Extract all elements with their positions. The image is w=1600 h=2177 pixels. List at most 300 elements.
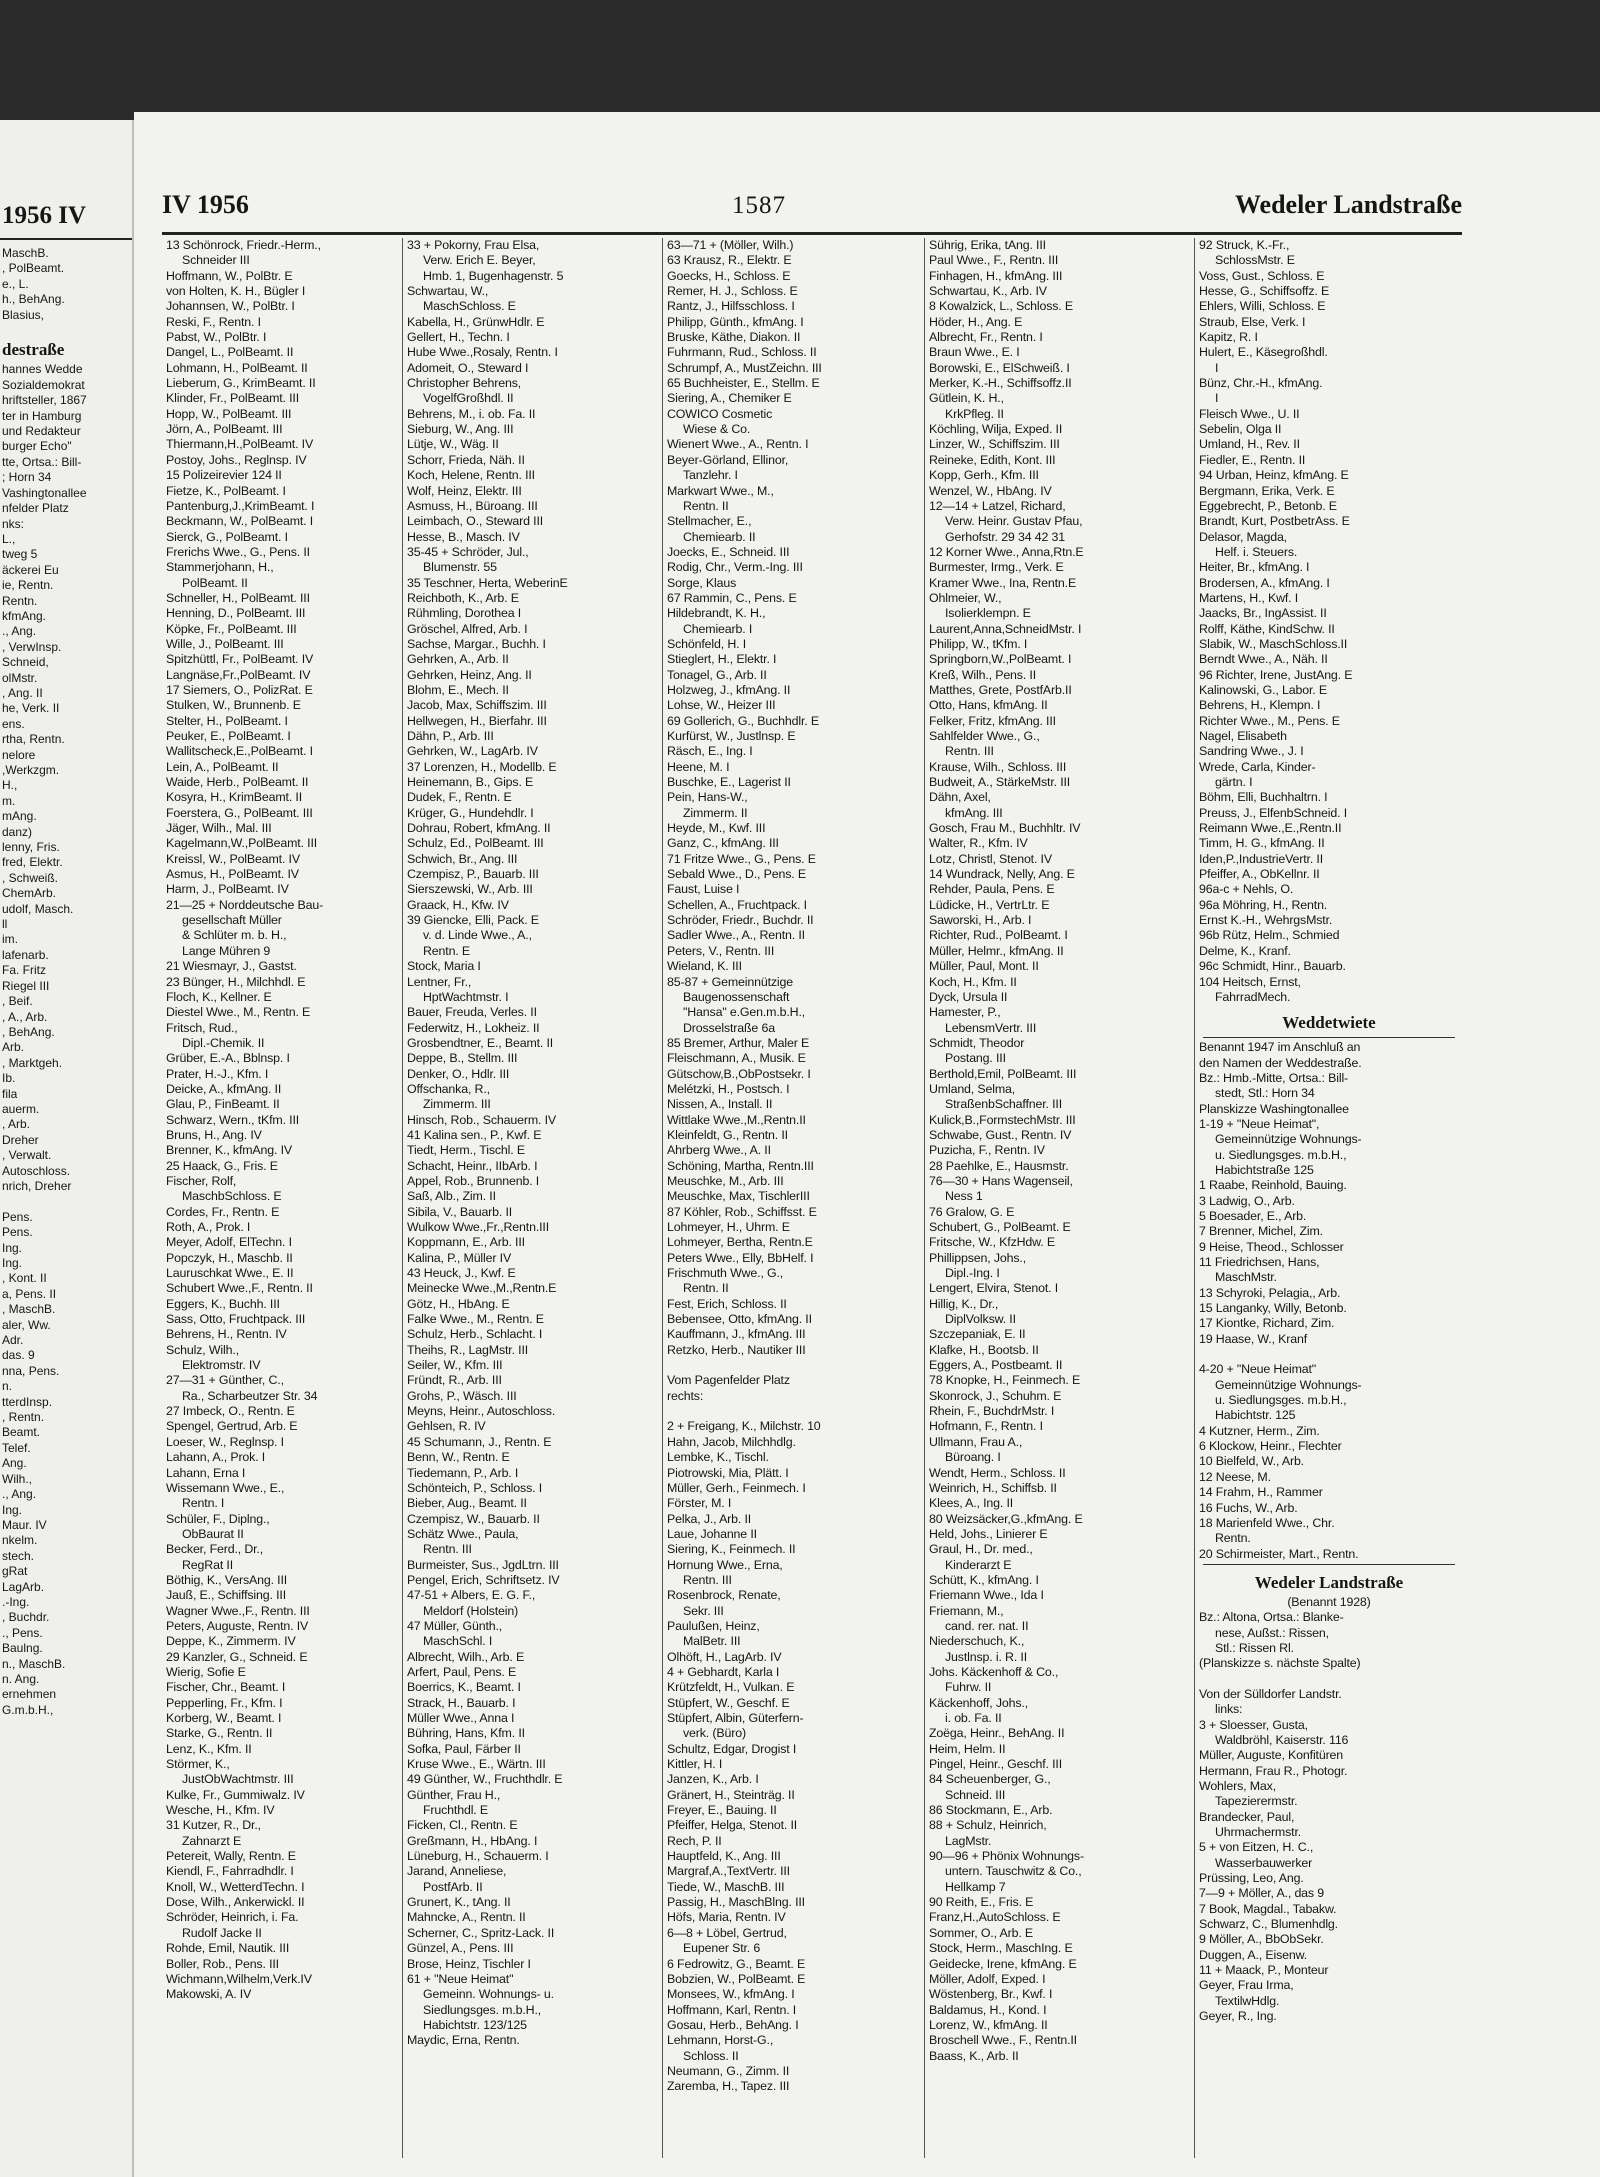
previous-page-line: kfmAng.	[2, 608, 47, 623]
directory-entry-line: Beyer-Görland, Ellinor,	[667, 452, 789, 467]
directory-entry-line: Behrens, H., Klempn. I	[1199, 698, 1321, 713]
previous-page-line: L.,	[2, 531, 16, 546]
directory-entry-line: 29 Kanzler, G., Schneid. E	[166, 1649, 308, 1664]
directory-entry-line: Tonagel, G., Arb. II	[667, 667, 767, 682]
directory-entry-line: Postoy, Johs., Reglnsp. IV	[166, 452, 307, 467]
directory-entry-line: Gränert, H., Steinträg. II	[667, 1787, 795, 1802]
directory-entry-line: Hopp, W., PolBeamt. III	[166, 406, 292, 421]
directory-entry-line: 14 Frahm, H., Rammer	[1199, 1485, 1323, 1500]
directory-entry-line: 23 Bünger, H., Milchhdl. E	[166, 974, 306, 989]
directory-entry-line: Grohs, P., Wäsch. III	[407, 1388, 517, 1403]
directory-entry-line: Deppe, K., Zimmerm. IV	[166, 1634, 296, 1649]
directory-entry-line: Gosch, Frau M., Buchhltr. IV	[929, 821, 1081, 836]
directory-entry-line: Wittlake Wwe.,M.,Rentn.II	[667, 1112, 806, 1127]
previous-page-line: ., Pens.	[2, 1625, 43, 1640]
directory-entry-line: 35-45 + Schröder, Jul.,	[407, 544, 529, 559]
directory-entry-line: Berthold,Emil, PolBeamt. III	[929, 1066, 1077, 1081]
directory-entry-line: Neumann, G., Zimm. II	[667, 2063, 790, 2078]
directory-entry-line: Peters Wwe., Elly, BbHelf. I	[667, 1250, 814, 1265]
section-note: (Benannt 1928)	[1287, 1594, 1371, 1609]
directory-entry-line: Albrecht, Fr., Rentn. I	[929, 330, 1043, 345]
directory-entry-line: Koch, H., Kfm. II	[929, 974, 1017, 989]
directory-entry-line: Foerstera, G., PolBeamt. III	[166, 805, 313, 820]
directory-entry-line: Schröder, Friedr., Buchdr. II	[667, 913, 814, 928]
directory-entry-line: den Namen der Weddestraße.	[1199, 1055, 1362, 1070]
directory-entry-line: Greßmann, H., HbAng. I	[407, 1833, 538, 1848]
directory-entry-line: 11 + Maack, P., Monteur	[1199, 1963, 1329, 1978]
directory-entry-line: Pingel, Heinr., Geschf. III	[929, 1757, 1062, 1772]
directory-entry-line: Jaacks, Br., IngAssist. II	[1199, 606, 1327, 621]
previous-page-line: G.m.b.H.,	[2, 1702, 54, 1717]
running-street-title: Wedeler Landstraße	[1234, 190, 1462, 219]
directory-entry-line: Rentn. III	[683, 1572, 732, 1587]
directory-entry-line: Floch, K., Kellner. E	[166, 989, 272, 1004]
directory-entry-line: Kalinowski, G., Labor. E	[1199, 682, 1327, 697]
directory-entry-line: Buschke, E., Lagerist II	[667, 775, 791, 790]
previous-page-line: , Kont. II	[2, 1271, 47, 1286]
directory-entry-line: 8 Kowalzick, L., Schloss. E	[929, 299, 1074, 314]
directory-entry-line: Bühring, Hans, Kfm. II	[407, 1726, 525, 1741]
directory-entry-line: Bz.: Altona, Ortsa.: Blanke-	[1199, 1610, 1344, 1625]
directory-entry-line: Hauptfeld, K., Ang. III	[667, 1849, 781, 1864]
previous-page-line: Fa. Fritz	[2, 963, 46, 978]
directory-entry-line: Frischmuth Wwe., G.,	[667, 1266, 784, 1281]
previous-page-line	[0, 1194, 132, 1209]
directory-entry-line: Brose, Heinz, Tischler I	[407, 1956, 531, 1971]
directory-entry-line: Lange Mühren 9	[182, 943, 271, 958]
directory-entry-line: Mahncke, A., Rentn. II	[407, 1910, 526, 1925]
directory-entry-line: Sebald Wwe., D., Pens. E	[667, 867, 806, 882]
directory-entry-line: Gosau, Herb., BehAng. I	[667, 2017, 799, 2032]
directory-entry-line: Passig, H., MaschBlng. III	[667, 1895, 805, 1910]
previous-page-line: rtha, Rentn.	[2, 732, 65, 747]
directory-entry-line: Dipl.-Ing. I	[945, 1266, 1000, 1281]
directory-entry-line: Behrens, H., Rentn. IV	[166, 1327, 287, 1342]
directory-entry-line: 35 Teschner, Herta, WeberinE	[407, 575, 568, 590]
directory-entry-line: Asmus, H., PolBeamt. IV	[166, 867, 299, 882]
directory-entry-line: Slabik, W., MaschSchloss.II	[1199, 636, 1348, 651]
previous-page-line: Ang.	[2, 1456, 27, 1471]
previous-page-line: Adr.	[2, 1333, 24, 1348]
directory-entry-line: Voss, Gust., Schloss. E	[1199, 268, 1325, 283]
directory-entry-line: Friemann Wwe., Ida I	[929, 1588, 1044, 1603]
directory-entry-line: Bauer, Freuda, Verles. II	[407, 1005, 537, 1020]
directory-entry-line: Hinsch, Rob., Schauerm. IV	[407, 1112, 556, 1127]
directory-entry-line: Schmidt, Theodor	[929, 1035, 1025, 1050]
directory-entry-line: Czempisz, W., Bauarb. II	[407, 1511, 540, 1526]
directory-entry-line: Sachse, Margar., Buchh. I	[407, 636, 546, 651]
directory-entry-line: Rühmling, Dorothea I	[407, 606, 522, 621]
previous-page-line: Telef.	[2, 1440, 31, 1455]
directory-entry-line: Fietze, K., PolBeamt. I	[166, 483, 286, 498]
directory-entry-line: Sierck, G., PolBeamt. I	[166, 529, 288, 544]
directory-entry-line: Tiede, W., MaschB. III	[667, 1879, 785, 1894]
directory-entry-line: Rech, P. II	[667, 1833, 722, 1848]
previous-page-line: auerm.	[2, 1101, 40, 1116]
directory-entry-line: Delasor, Magda,	[1199, 529, 1287, 544]
previous-page-line: , Ang. II	[2, 685, 43, 700]
directory-entry-line: Meldorf (Holstein)	[423, 1603, 519, 1618]
directory-entry-line: 28 Paehlke, E., Hausmstr.	[929, 1158, 1069, 1173]
previous-page-line: , Beif.	[2, 994, 33, 1009]
directory-entry-line: Hellkamp 7	[945, 1879, 1006, 1894]
directory-entry-line: Köpke, Fr., PolBeamt. III	[166, 621, 297, 636]
directory-entry-line: Puzicha, F., Rentn. IV	[929, 1143, 1045, 1158]
directory-entry-line: Holzweg, J., kfmAng. II	[667, 682, 791, 697]
directory-entry-line: Straub, Else, Verk. I	[1199, 314, 1306, 329]
directory-entry-line: Ahrberg Wwe., A. II	[667, 1143, 771, 1158]
directory-entry-line: Springborn,W.,PolBeamt. I	[929, 652, 1072, 667]
directory-entry-line: Meyns, Heinr., Autoschloss.	[407, 1404, 556, 1419]
directory-entry-line: Weinrich, H., Schiffsb. II	[929, 1480, 1057, 1495]
directory-entry-line: Zaremba, H., Tapez. III	[667, 2079, 790, 2094]
directory-entry-line: Rhein, F., BuchdrMstr. I	[929, 1404, 1055, 1419]
previous-page-line: H.,	[2, 778, 18, 793]
directory-entry-line: 39 Giencke, Elli, Pack. E	[407, 913, 539, 928]
directory-entry-line: 9 Heise, Theod., Schlosser	[1199, 1239, 1344, 1254]
previous-page-line: ter in Hamburg	[2, 408, 82, 423]
directory-entry-line: Piotrowski, Mia, Plätt. I	[667, 1465, 789, 1480]
directory-entry-line: Postang. III	[945, 1051, 1006, 1066]
directory-entry-line: Krützfeldt, H., Vulkan. E	[667, 1680, 795, 1695]
directory-entry-line: Wöstenberg, Br., Kwf. I	[929, 1987, 1053, 2002]
directory-entry-line: 63—71 + (Möller, Wilh.)	[667, 238, 794, 252]
directory-entry-line: 5 Boesader, E., Arb.	[1199, 1208, 1307, 1223]
directory-entry-line: PolBeamt. II	[182, 575, 248, 590]
directory-entry-line: Jarand, Anneliese,	[407, 1864, 507, 1879]
directory-entry-line: Sofka, Paul, Färber II	[407, 1741, 521, 1756]
directory-entry-line: Fuhrmann, Rud., Schloss. II	[667, 345, 817, 360]
directory-entry-line: MaschSchl. I	[423, 1634, 493, 1649]
directory-entry-line: von Holten, K. H., Bügler I	[166, 284, 306, 299]
directory-entry-line: Prater, H.-J., Kfm. I	[166, 1066, 269, 1081]
directory-entry-line: Umland, Selma,	[929, 1081, 1016, 1096]
directory-entry-line: Sieburg, W., Ang. III	[407, 422, 514, 437]
directory-entry-line: untern. Tauschwitz & Co.,	[945, 1864, 1082, 1879]
directory-entry-line: gesellschaft Müller	[182, 913, 282, 928]
previous-page-line: Pens.	[2, 1209, 33, 1224]
directory-entry-line: Peters, V., Rentn. III	[667, 943, 775, 958]
previous-page-line: nfelder Platz	[2, 501, 69, 516]
previous-page-line: Blasius,	[2, 307, 45, 322]
directory-entry-line: Nissen, A., Install. II	[667, 1097, 773, 1112]
directory-entry-line: Reichboth, K., Arb. E	[407, 590, 519, 605]
directory-entry-line: VogelfGroßhdl. II	[423, 391, 514, 406]
directory-entry-line: Schwich, Br., Ang. III	[407, 851, 518, 866]
previous-page-line: , Verwalt.	[2, 1148, 52, 1163]
directory-entry-line: 21 Wiesmayr, J., Gastst.	[166, 959, 297, 974]
directory-entry-line: Lengert, Elvira, Stenot. I	[929, 1281, 1059, 1296]
directory-entry-line: Reski, F., Rentn. I	[166, 314, 261, 329]
directory-entry-line: Blumenstr. 55	[423, 560, 497, 575]
directory-entry-line: Wallitscheck,E.,PolBeamt. I	[166, 744, 313, 759]
directory-entry-line: Ehlers, Willi, Schloss. E	[1199, 299, 1326, 314]
directory-entry-line: Nagel, Elisabeth	[1199, 729, 1287, 743]
previous-page-line: Dreher	[2, 1132, 39, 1147]
directory-entry-line: Loeser, W., Reglnsp. I	[166, 1434, 284, 1449]
directory-entry-line: Eggers, K., Buchh. III	[166, 1296, 280, 1311]
directory-entry-line: Wieland, K. III	[667, 959, 742, 974]
previous-page-strip	[0, 120, 134, 2177]
directory-entry-line: Grunert, K., tAng. II	[407, 1895, 511, 1910]
directory-entry-line: Kramer Wwe., Ina, Rentn.E	[929, 575, 1077, 590]
directory-entry-line: Elektromstr. IV	[182, 1358, 261, 1373]
directory-entry-line: Brandecker, Paul,	[1199, 1809, 1295, 1824]
directory-entry-line: Schacht, Heinr., IIbArb. I	[407, 1158, 538, 1173]
directory-entry-line: 5 + von Eitzen, H. C.,	[1199, 1840, 1314, 1855]
directory-page	[134, 112, 1600, 2177]
directory-entry-line: Gütlein, K. H.,	[929, 391, 1004, 406]
directory-entry-line: Deppe, B., Stellm. III	[407, 1051, 518, 1066]
directory-entry-line: Eupener Str. 6	[683, 1941, 761, 1956]
previous-page-line: Baulng.	[2, 1641, 43, 1656]
previous-page-line: Rentn.	[2, 593, 38, 608]
directory-entry-line: Bobzien, W., PolBeamt. E	[667, 1971, 806, 1986]
directory-entry-line: Sahlfelder Wwe., G.,	[929, 729, 1040, 743]
previous-page-line: hannes Wedde	[2, 362, 83, 377]
directory-entry-line: Wendt, Herm., Schloss. II	[929, 1465, 1066, 1480]
directory-entry-line: Martens, H., Kwf. I	[1199, 590, 1299, 605]
directory-entry-line: Schellen, A., Fruchtpack. I	[667, 897, 807, 912]
directory-entry-line: Köchling, Wilja, Exped. II	[929, 422, 1063, 437]
directory-entry-line: Kauffmann, J., kfmAng. III	[667, 1327, 806, 1342]
previous-page-line: ., Ang.	[2, 624, 37, 639]
directory-entry-line: Tiedemann, P., Arb. I	[407, 1465, 519, 1480]
directory-entry-line: Klafke, H., Bootsb. II	[929, 1342, 1039, 1357]
directory-entry-line: Linzer, W., Schiffszim. III	[929, 437, 1060, 452]
directory-entry-line: Fritsche, W., KfzHdw. E	[929, 1235, 1055, 1250]
directory-entry-line: 12 Korner Wwe., Anna,Rtn.E	[929, 544, 1084, 559]
directory-entry-line: Walter, R., Kfm. IV	[929, 836, 1028, 851]
directory-column-2	[402, 238, 663, 2158]
directory-entry-line: Schwartau, W.,	[407, 284, 489, 299]
directory-entry-line: Meinecke Wwe.,M.,Rentn.E	[407, 1281, 557, 1296]
directory-entry-line: Diestel Wwe., M., Rentn. E	[166, 1005, 311, 1020]
directory-entry-line: 76—30 + Hans Wagenseil,	[929, 1173, 1073, 1188]
directory-entry-line: Klees, A., Ing. II	[929, 1496, 1014, 1511]
previous-page-line: ,Werkzgm.	[2, 763, 60, 777]
directory-entry-line: Günzel, A., Pens. III	[407, 1941, 514, 1956]
directory-entry-line: Borowski, E., ElSchweiß. I	[929, 360, 1070, 375]
directory-entry-line: Rentn. I	[182, 1496, 225, 1511]
directory-entry-line: Knoll, W., WetterdTechn. I	[166, 1879, 305, 1894]
directory-entry-line: Heyde, M., Kwf. III	[667, 821, 766, 836]
previous-page-line: m.	[2, 793, 16, 808]
directory-entry-line: 78 Knopke, H., Feinmech. E	[929, 1373, 1081, 1388]
directory-entry-line: Stellmacher, E.,	[667, 514, 752, 529]
directory-entry-line: Hulert, E., Käsegroßhdl.	[1199, 345, 1328, 360]
directory-entry-line: Zimmerm. III	[423, 1097, 491, 1112]
previous-page-line: Ib.	[2, 1071, 16, 1086]
directory-entry-line: Behrens, M., i. ob. Fa. II	[407, 406, 536, 421]
previous-page-line: Ing.	[2, 1502, 23, 1517]
directory-entry-line: TextilwHdlg.	[1215, 1993, 1280, 2008]
directory-entry-line: Braun Wwe., E. I	[929, 345, 1020, 360]
directory-entry-line: DiplVolksw. II	[945, 1312, 1016, 1327]
directory-entry-line	[1195, 1672, 1463, 1687]
directory-entry-line: Koppmann, E., Arb. III	[407, 1235, 525, 1250]
directory-entry-line: Fleisch Wwe., U. II	[1199, 406, 1300, 421]
directory-entry-line: Kiendl, F., Fahrradhdlr. I	[166, 1864, 294, 1879]
directory-entry-line: Skonrock, J., Schuhm. E	[929, 1388, 1062, 1403]
directory-entry-line: Siering, K., Feinmech. II	[667, 1542, 796, 1557]
directory-entry-line: Wolf, Heinz, Elektr. III	[407, 483, 522, 498]
directory-entry-line: Paulußen, Heinz,	[667, 1618, 760, 1633]
directory-entry-line: Kinderarzt E	[945, 1557, 1012, 1572]
directory-entry-line: stedt, Stl.: Horn 34	[1215, 1086, 1315, 1101]
directory-entry-line: Paul Wwe., F., Rentn. III	[929, 253, 1059, 268]
directory-entry-line: Fuhrw. II	[945, 1680, 992, 1695]
directory-entry-line: 87 Köhler, Rob., Schiffsst. E	[667, 1204, 817, 1219]
directory-entry-line: Ra., Scharbeutzer Str. 34	[182, 1388, 318, 1403]
directory-entry-line: Hoffmann, Karl, Rentn. I	[667, 2002, 797, 2017]
directory-entry-line: Starke, G., Rentn. II	[166, 1726, 273, 1741]
directory-entry-line: PostfArb. II	[423, 1879, 483, 1894]
previous-page-line: fila	[2, 1086, 18, 1101]
directory-entry-line: Ernst K.-H., WehrgsMstr.	[1199, 913, 1333, 928]
directory-entry-line: Vom Pagenfelder Platz	[667, 1373, 790, 1388]
previous-page-line: Pens.	[2, 1225, 33, 1240]
directory-entry-line: 17 Kiontke, Richard, Zim.	[1199, 1316, 1335, 1331]
directory-entry-line: Makowski, A. IV	[166, 1987, 252, 2002]
directory-entry-line: Sibila, V., Bauarb. II	[407, 1204, 513, 1219]
directory-entry-line: Gehrken, A., Arb. II	[407, 652, 509, 667]
directory-entry-line: Ness 1	[945, 1189, 983, 1204]
directory-entry-line: JustObWachtmstr. III	[182, 1772, 294, 1787]
directory-entry-line: Bruske, Käthe, Diakon. II	[667, 330, 801, 345]
directory-entry-line: Pabst, W., PolBtr. I	[166, 330, 267, 345]
directory-entry-line: Siering, A., Chemiker E	[667, 391, 792, 406]
directory-entry-line: Müller, Paul, Mont. II	[929, 959, 1039, 974]
directory-entry-line: 15 Polizeirevier 124 II	[166, 468, 282, 483]
directory-entry-line: Olhöft, H., LagArb. IV	[667, 1649, 782, 1664]
directory-entry-line: Gröschel, Alfred, Arb. I	[407, 621, 528, 636]
directory-entry-line: 41 Kalina sen., P., Kwf. E	[407, 1127, 542, 1142]
previous-page-line: , VerwInsp.	[2, 639, 62, 654]
directory-entry-line: Richter Wwe., M., Pens. E	[1199, 713, 1340, 728]
directory-entry-line: Philipp, W., tKfm. I	[929, 636, 1028, 651]
directory-entry-line: Schulz, Herb., Schlacht. I	[407, 1327, 543, 1342]
directory-entry-line: Wienert Wwe., A., Rentn. I	[667, 437, 809, 452]
directory-entry-line: Baugenossenschaft	[683, 989, 790, 1004]
directory-entry-line: Bergmann, Erika, Verk. E	[1199, 483, 1335, 498]
directory-entry-line: Kopp, Gerh., Kfm. III	[929, 468, 1039, 483]
directory-entry-line: Meuschke, M., Arb. III	[667, 1173, 784, 1188]
directory-entry-line: Tanzlehr. I	[683, 468, 738, 483]
directory-entry-line: Pein, Hans-W.,	[667, 790, 748, 805]
directory-entry-line: Lahann, Erna I	[166, 1465, 246, 1480]
directory-entry-line: Grüber, E.-A., Bblnsp. I	[166, 1051, 290, 1066]
directory-entry-line: Jäger, Wilh., Mal. III	[166, 821, 272, 836]
street-section-title: Wedeler Landstraße	[1254, 1572, 1404, 1592]
directory-entry-line: Baldamus, H., Kond. I	[929, 2002, 1047, 2017]
directory-entry-line: Schwartau, K., Arb. IV	[929, 284, 1047, 299]
directory-entry-line: Sadler Wwe., A., Rentn. II	[667, 928, 805, 943]
directory-entry-line: Lohmeyer, Bertha, Rentn.E	[667, 1235, 813, 1250]
previous-page-line: ernehmen	[2, 1687, 57, 1702]
directory-entry-line: u. Siedlungsges. m.b.H.,	[1215, 1393, 1347, 1408]
directory-entry-line: 13 Schyroki, Pelagia,, Arb.	[1199, 1285, 1341, 1300]
directory-entry-line: Hornung Wwe., Erna,	[667, 1557, 783, 1572]
directory-entry-line: Remer, H. J., Schloss. E	[667, 284, 798, 299]
previous-page-line: , Marktgeh.	[2, 1055, 63, 1070]
directory-entry-line: Dangel, L., PolBeamt. II	[166, 345, 294, 360]
directory-entry-line: Saß, Alb., Zim. II	[407, 1189, 496, 1204]
directory-entry-line: Philipp, Günth., kfmAng. I	[667, 314, 804, 329]
directory-entry-line: COWICO Cosmetic	[667, 406, 773, 421]
directory-entry-line: Faust, Luise I	[667, 882, 740, 897]
directory-entry-line: Beckmann, W., PolBeamt. I	[166, 514, 314, 529]
directory-entry-line: Schönteich, P., Schloss. I	[407, 1480, 542, 1495]
directory-entry-line: Rohde, Emil, Nautik. III	[166, 1941, 290, 1956]
directory-entry-line: Umland, H., Rev. II	[1199, 437, 1300, 452]
directory-entry-line: Bebensee, Otto, kfmAng. II	[667, 1312, 812, 1327]
directory-entry-line: 11 Friedrichsen, Hans,	[1199, 1255, 1320, 1269]
previous-page-lines	[0, 246, 132, 1718]
directory-entry-line: Stock, Maria I	[407, 959, 481, 974]
directory-entry-line: 27 Imbeck, O., Rentn. E	[166, 1404, 295, 1419]
directory-entry-line: Kabella, H., GrünwHdlr. E	[407, 314, 545, 329]
directory-entry-line: Käckenhoff, Johs.,	[929, 1695, 1029, 1710]
directory-entry-line: 3 Ladwig, O., Arb.	[1199, 1193, 1295, 1208]
directory-entry-line: Arfert, Paul, Pens. E	[407, 1664, 517, 1679]
directory-entry-line: Dähn, Axel,	[929, 790, 991, 805]
directory-column-3	[662, 238, 925, 2158]
directory-entry-line: & Schlüter m. b. H.,	[182, 928, 287, 943]
directory-entry-line: Bruns, H., Ang. IV	[166, 1127, 262, 1142]
directory-entry-line: Hube Wwe.,Rosaly, Rentn. I	[407, 345, 558, 360]
directory-entry-line: Jacob, Max, Schiffszim. III	[407, 698, 547, 713]
directory-entry-line: Hofmann, F., Rentn. I	[929, 1419, 1043, 1434]
directory-entry-line: Sorge, Klaus	[667, 575, 737, 590]
directory-entry-line: Kleinfeldt, G., Rentn. II	[667, 1127, 788, 1142]
directory-entry-line: Eggers, A., Postbeamt. II	[929, 1358, 1063, 1373]
directory-entry-line: 20 Schirmeister, Mart., Rentn.	[1199, 1546, 1359, 1561]
directory-entry-line: Krause, Wilh., Schloss. III	[929, 759, 1067, 774]
directory-entry-line: Von der Sülldorfer Landstr.	[1199, 1686, 1342, 1701]
directory-entry-line: 14 Wundrack, Nelly, Ang. E	[929, 867, 1075, 882]
directory-entry-line: Hoffmann, W., PolBtr. E	[166, 268, 293, 283]
directory-entry-line: Waldbröhl, Kaiserstr. 116	[1215, 1732, 1349, 1747]
directory-entry-line: Roth, A., Prok. I	[166, 1220, 251, 1234]
directory-entry-line: Habichtstr. 125	[1215, 1408, 1296, 1423]
directory-entry-line: Preuss, J., ElfenbSchneid. I	[1199, 805, 1348, 820]
directory-entry-line: Wrede, Carla, Kinder-	[1199, 759, 1316, 774]
directory-columns	[162, 238, 1462, 2158]
directory-entry-line: Johannsen, W., PolBtr. I	[166, 299, 295, 314]
directory-entry-line: Kulke, Fr., Gummiwalz. IV	[166, 1787, 305, 1802]
directory-entry-line: 6 Klockow, Heinr., Flechter	[1199, 1439, 1342, 1454]
directory-entry-line: Habichtstraße 125	[1215, 1162, 1314, 1177]
previous-page-line: n.	[2, 1379, 13, 1394]
directory-entry-line: 10 Bielfeld, W., Arb.	[1199, 1454, 1304, 1469]
directory-entry-line: Laurent,Anna,SchneidMstr. I	[929, 621, 1082, 636]
previous-page-line: Riegel III	[2, 978, 50, 993]
edition-label: IV 1956	[162, 190, 249, 219]
directory-entry-line: Hellwegen, H., Bierfahr. III	[407, 713, 547, 728]
directory-entry-line: Pelka, J., Arb. II	[667, 1511, 752, 1526]
directory-entry-line: Wesche, H., Kfm. IV	[166, 1803, 275, 1818]
previous-page-line: tte, Ortsa.: Bill-	[2, 454, 82, 469]
previous-page-line: nks:	[2, 516, 25, 531]
directory-entry-line: Chemiearb. I	[683, 621, 753, 636]
directory-entry-line: 92 Struck, K.-Fr.,	[1199, 238, 1290, 252]
previous-page-line: Wilh.,	[2, 1471, 32, 1486]
directory-entry-line: Blohm, E., Mech. II	[407, 682, 509, 697]
directory-entry-line: Kittler, H. I	[667, 1757, 723, 1772]
previous-page-line: ens.	[2, 716, 25, 731]
directory-entry-line: Zoëga, Heinr., BehAng. II	[929, 1726, 1065, 1741]
